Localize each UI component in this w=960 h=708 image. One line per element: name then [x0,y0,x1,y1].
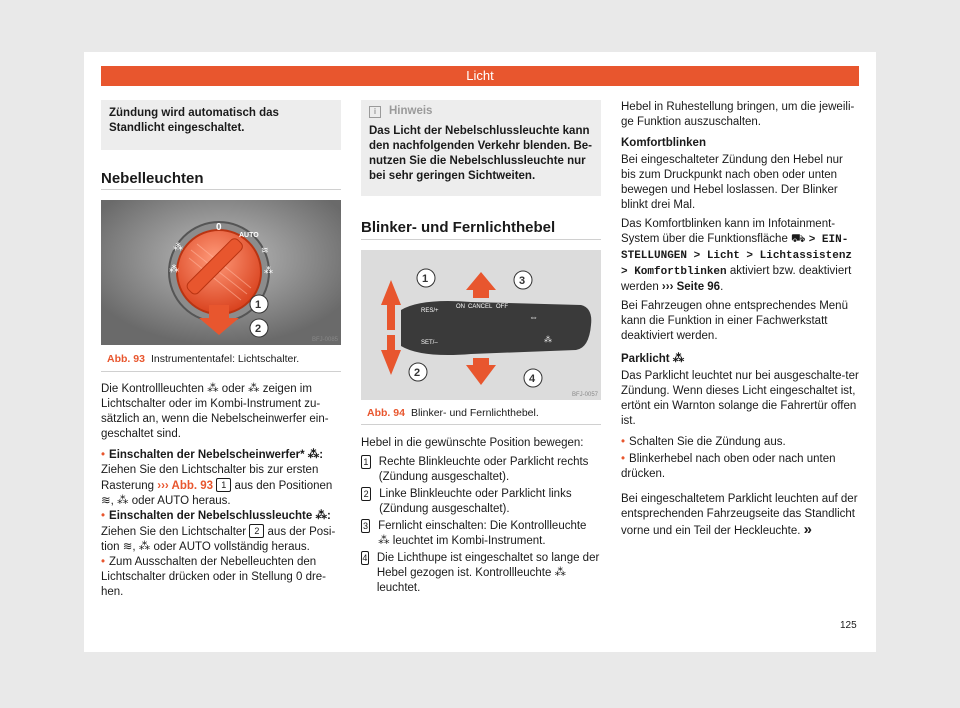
menu-path: > EIN-STELLUNGEN > Licht > Lichtassistenz > Komfortblinken [621,234,853,278]
svg-text:⇔: ⇔ [529,312,538,322]
note-title: Hinweis [389,105,433,117]
note-header [369,104,593,119]
info-icon: i [369,106,381,118]
figure-caption [367,406,597,420]
figure-reference-link[interactable]: ››› Abb. 93 [157,480,214,492]
paragraph: Bei eingeschalteter Zündung den Hebel nur bis zum Druckpunkt nach oben oder unten bewegen und Hebel loslassen. Der Blinker blinkt drei Mal. [621,154,843,211]
subheading-komfortblinken: Komfortblinken [621,137,706,149]
lever-illustration [361,250,601,400]
col3-body [621,100,859,539]
paragraph: Bei Fahrzeugen ohne entsprechendes Menü kann die Funktion in einer Fachwerkstatt deaktiviert werden. [621,300,848,342]
svg-text:1: 1 [255,299,262,311]
list-item [361,487,601,517]
list-item [361,519,601,549]
paragraph-text: Das Komfortblinken kann im Infotainment-System über die Funktionsfläche [621,218,836,245]
bullet-title: Einschalten der Nebelschlussleuchte ⁂: [109,510,331,522]
figure-label: Abb. 93 [107,353,145,365]
svg-text:≋: ≋ [261,245,269,255]
divider [361,424,601,425]
continue-icon: » [803,521,812,538]
paragraph: Das Parklicht leuchtet nur bei ausgeschalte-ter Zündung. Wenn dieses Licht eingeschaltet ist, ertönt ein Warnton solange die Fahrertür offen ist. [621,370,859,427]
figure-light-switch [101,200,341,345]
svg-text:⁂: ⁂ [173,242,183,253]
bullet-text: Zum Ausschalten der Nebelleuchten den Lichtschalter drücken oder in Stellung 0 dre-hen. [101,556,327,598]
figure-code: BFJ-0057 [572,392,599,398]
subheading-parklicht: Parklicht ⁂ [621,353,685,365]
svg-text:4: 4 [529,373,536,385]
page-reference-link[interactable]: ››› Seite 96 [661,281,721,293]
figure-caption-text: Instrumententafel: Lichtschalter. [150,353,300,365]
callout-number: 3 [361,519,370,533]
paragraph-text: Bei eingeschaltetem Parklicht leuchten auf der entsprechenden Fahrzeugseite das Standlicht vorne und ein Teil der Heckleuchte. [621,493,858,537]
bullet-text: Blinkerhebel nach oben oder nach unten drücken. [621,453,836,480]
figure-label: Abb. 94 [367,407,405,419]
paragraph [621,492,859,539]
svg-text:⁂: ⁂ [264,265,273,275]
list-item-text: Die Lichthupe ist eingeschaltet so lange der Hebel gezogen ist. Kontrollleuchte ⁂ leuchtet. [376,552,600,594]
figure-lever [361,250,601,400]
bullet-fog-rear [101,509,341,555]
list-item-text: Rechte Blinkleuchte oder Parklicht rechts (Zündung ausgeschaltet). [378,456,589,483]
figure-caption [107,352,337,366]
svg-text:2: 2 [255,323,262,335]
svg-text:2: 2 [414,367,421,379]
list-item [361,455,601,485]
lever-label-res: RES/+ [421,308,439,314]
paragraph-infotainment: Das Komfortblinken kann im Infotainment-System über die Funktionsfläche ⛟ > EIN-STELLUNGEN > Licht > Lichtassistenz > Komfortblinken aktiviert bzw. deaktiviert werden ››› Seite 96. [621,218,853,293]
bullet-text: Ziehen Sie den Lichtschalter bis zur ersten Rasterung [101,464,319,492]
svg-text:1: 1 [422,273,429,285]
lever-label-off: OFF [496,304,508,310]
svg-text:⁂: ⁂ [544,335,552,344]
bullet-icon: • [621,453,626,465]
section-title-nebelleuchten: Nebelleuchten [101,170,204,187]
intro-text: Zündung wird automatisch das Standlicht eingeschaltet. [109,107,279,134]
lever-label-set: SET/– [421,340,438,346]
bullet-text: aus den Positionen ≋, ⁂ oder AUTO heraus. [101,480,333,507]
svg-text:0: 0 [216,222,222,233]
bullet-fog-off [101,555,341,600]
bullet-icon: • [101,556,106,568]
divider [101,189,341,190]
callout-number: 4 [362,553,368,563]
figure-code: BFJ-0085 [312,337,339,343]
note-box [361,100,601,196]
paragraph-indicators: Die Kontrollleuchten ⁂ oder ⁂ zeigen im Lichtschalter oder im Kombi-Instrument zu-sätzlich an, wenn die Nebelscheinwerfer ein-geschaltet sind. [101,383,329,440]
bullet-fog-front [101,448,341,509]
section-title-blinker: Blinker- und Fernlichthebel [361,219,556,236]
svg-text:⁂: ⁂ [169,264,179,275]
bullet-icon: • [101,449,106,461]
bullet-icon: • [101,510,106,522]
divider [361,239,601,240]
page-number: 125 [840,620,857,631]
col1-body [101,382,341,600]
list-item-text: Linke Blinkleuchte oder Parklicht links (Zündung ausgeschaltet). [379,488,572,515]
note-text: Das Licht der Nebelschlussleuchte kann den nachfolgenden Verkehr blenden. Be-nutzen Sie die Nebelschlussleuchte nur bei sehr geringen Sichtweiten. [369,125,593,182]
figure-caption-text: Blinker- und Fernlichthebel. [410,407,539,419]
bullet-text: Ziehen Sie den Lichtschalter [101,526,247,538]
lever-list [361,455,601,596]
col2-body [361,436,601,596]
callout-number: 1 [361,455,371,469]
intro-box [101,100,341,150]
section-header: Licht [101,66,859,86]
bullet-title: Einschalten der Nebelscheinwerfer* ⁂: [109,449,324,461]
lever-intro: Hebel in die gewünschte Position bewegen: [361,437,584,449]
car-icon: ⛟ [791,233,806,245]
svg-text:3: 3 [519,275,526,287]
bullet-item [621,452,859,482]
lever-label-on: ON [456,304,465,310]
list-item [361,551,601,596]
paragraph-text: aktiviert bzw. deaktiviert werden [621,265,852,293]
list-item-text: Fernlicht einschalten: Die Kontrollleuchte ⁂ leuchtet im Kombi-Instrument. [378,520,587,547]
bullet-text: Schalten Sie die Zündung aus. [629,436,786,448]
divider [101,371,341,372]
callout-number: 2 [361,487,371,501]
light-switch-illustration [101,200,341,345]
bullet-item [621,435,859,450]
bullet-icon: • [621,436,626,448]
paragraph: Hebel in Ruhestellung bringen, um die jeweili-ge Funktion auszuschalten. [621,101,855,128]
svg-text:AUTO: AUTO [239,232,259,239]
lever-label-cancel: CANCEL [468,304,493,310]
bullet-text: aus der Posi-tion ≋, ⁂ oder AUTO vollständig heraus. [101,526,336,553]
callout-number: 1 [216,478,231,492]
callout-number: 2 [249,524,264,538]
